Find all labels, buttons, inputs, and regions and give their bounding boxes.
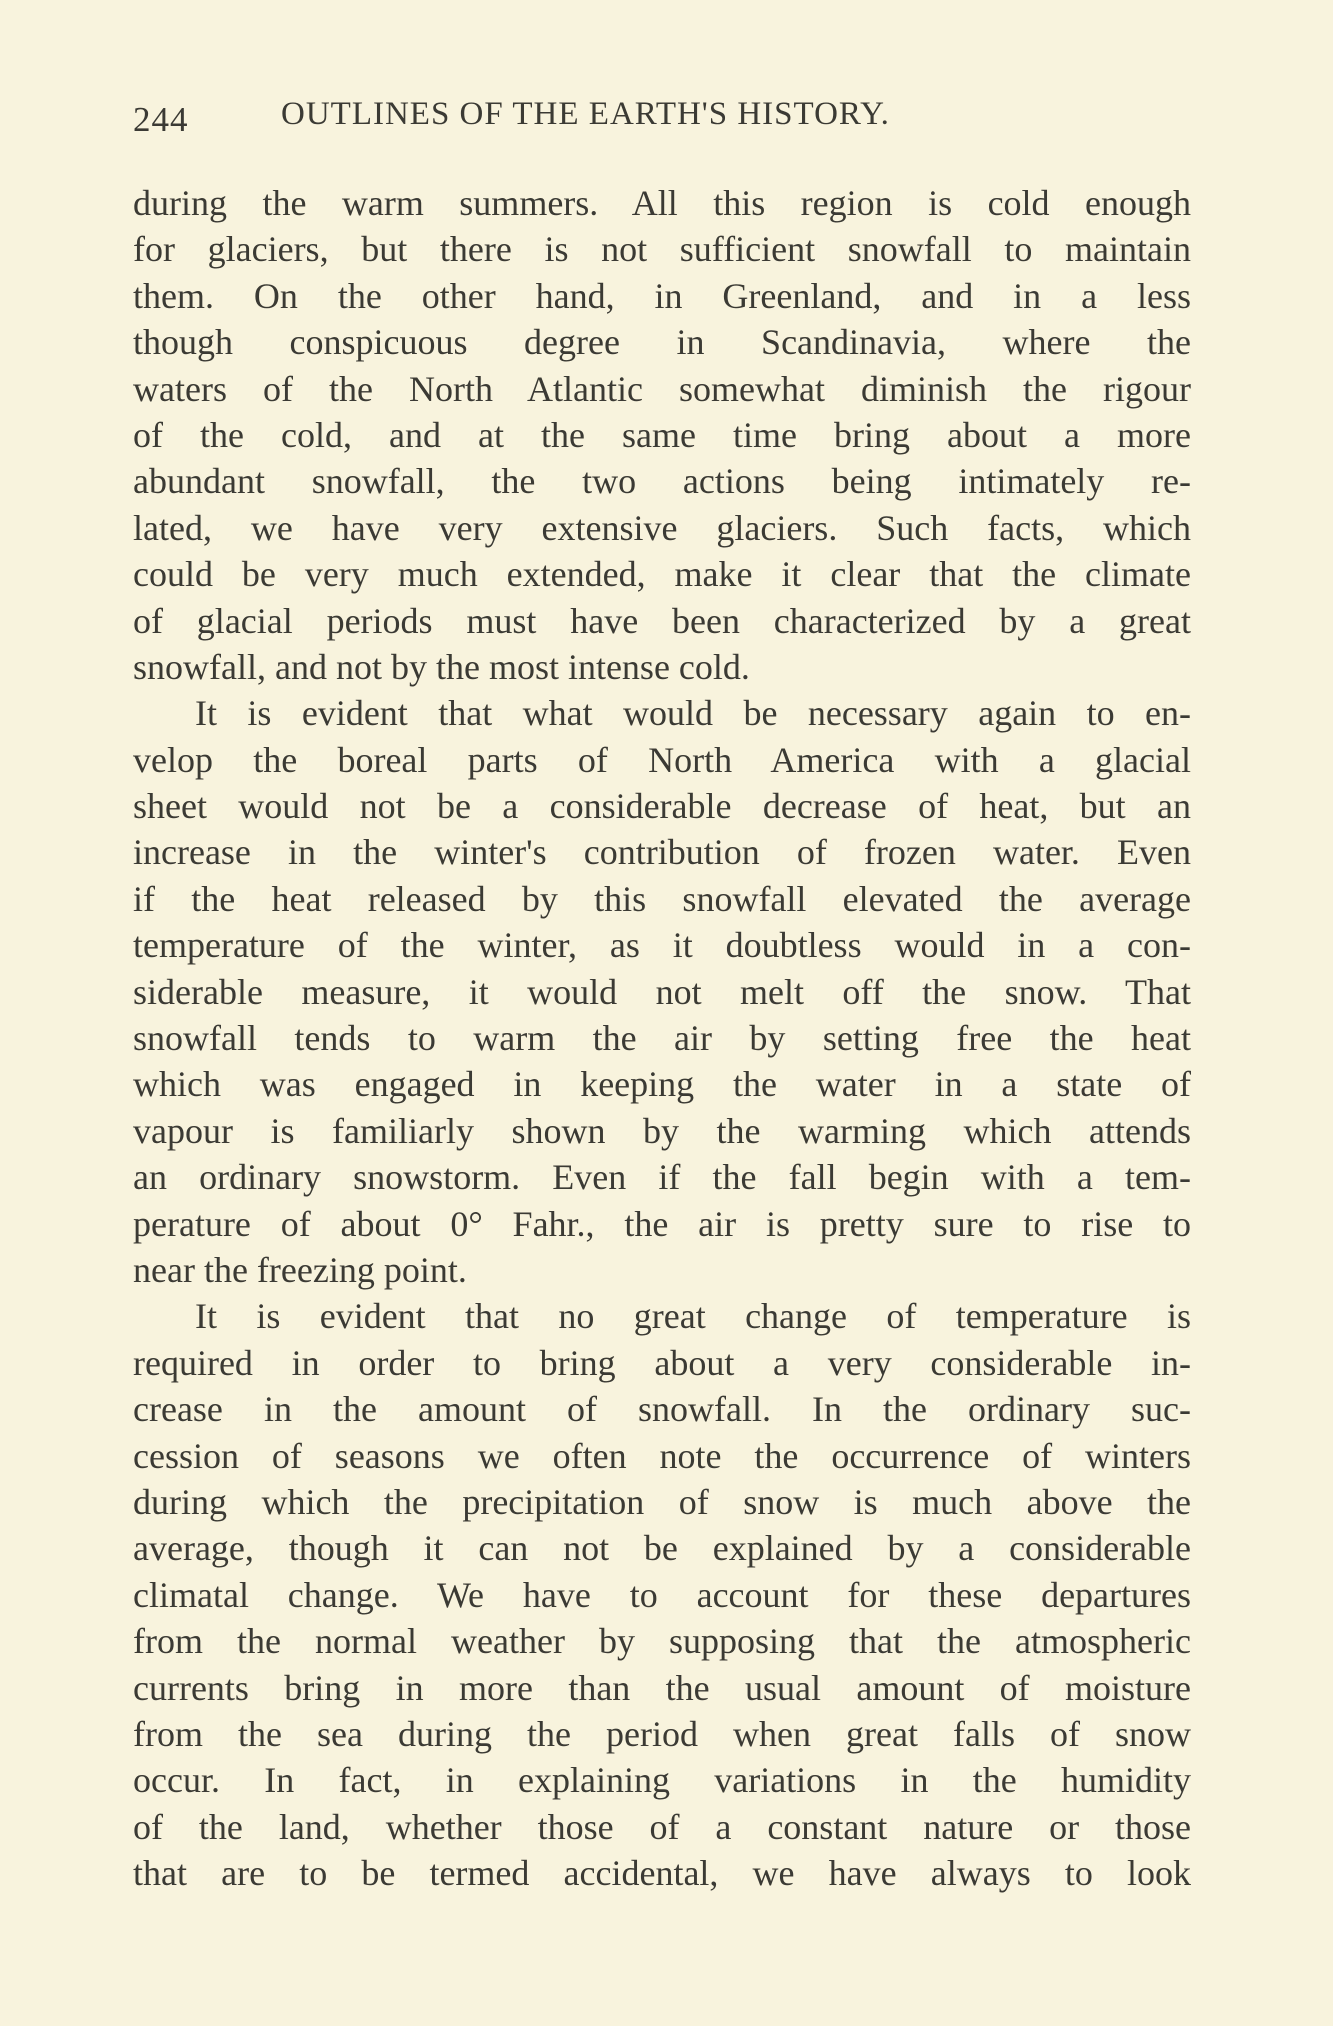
text-line: It is evident that what would be necessary again to en- — [195, 693, 1191, 734]
text-line: siderable measure, it would not melt off the snow. That — [133, 971, 1191, 1012]
text-line: currents bring in more than the usual amount of moisture — [133, 1667, 1191, 1708]
text-line: during the warm summers. All this region is cold enough — [133, 183, 1191, 223]
paragraph — [133, 1293, 1191, 1896]
text-line: that are to be termed accidental, we have always to look — [133, 1853, 1191, 1894]
text-line: vapour is familiarly shown by the warming which attends — [133, 1110, 1191, 1151]
text-line: cession of seasons we often note the occurrence of winters — [133, 1435, 1191, 1476]
text-line: waters of the North Atlantic somewhat diminish the rigour — [133, 368, 1191, 409]
text-line: velop the boreal parts of North America with a glacial — [133, 739, 1191, 780]
text-line: an ordinary snowstorm. Even if the fall begin with a tem- — [133, 1157, 1191, 1198]
text-line: if the heat released by this snowfall elevated the average — [133, 878, 1191, 919]
page-number: 244 — [133, 100, 189, 139]
text-line: of the land, whether those of a constant nature or those — [133, 1806, 1191, 1847]
text-line: near the freezing point. — [133, 1249, 467, 1290]
text-line: perature of about 0° Fahr., the air is pretty sure to rise to — [133, 1203, 1191, 1244]
text-line: for glaciers, but there is not sufficient snowfall to maintain — [133, 229, 1191, 270]
paragraph — [133, 690, 1191, 1293]
text-line: sheet would not be a considerable decrease of heat, but an — [133, 786, 1191, 827]
text-line: though conspicuous degree in Scandinavia, where the — [133, 322, 1191, 363]
text-line: snowfall, and not by the most intense cold. — [133, 646, 750, 687]
text-line: snowfall tends to warm the air by setting free the heat — [133, 1018, 1191, 1059]
text-line: which was engaged in keeping the water in a state of — [133, 1064, 1191, 1105]
text-line: lated, we have very extensive glaciers. Such facts, which — [133, 507, 1191, 548]
text-line: occur. In fact, in explaining variations in the humidity — [133, 1760, 1191, 1801]
text-line: climatal change. We have to account for these departures — [133, 1574, 1191, 1615]
text-line: during which the precipitation of snow is much above the — [133, 1481, 1191, 1522]
text-line: of the cold, and at the same time bring about a more — [133, 414, 1191, 455]
text-line: from the normal weather by supposing that the atmospheric — [133, 1621, 1191, 1662]
text-line: them. On the other hand, in Greenland, and in a less — [133, 275, 1191, 316]
text-line: abundant snowfall, the two actions being intimately re- — [133, 461, 1191, 502]
text-line: It is evident that no great change of temperature is — [195, 1296, 1191, 1337]
paragraph — [133, 180, 1191, 690]
text-line: average, though it can not be explained by a considerable — [133, 1528, 1191, 1569]
text-line: temperature of the winter, as it doubtless would in a con- — [133, 925, 1191, 966]
text-line: of glacial periods must have been characterized by a great — [133, 600, 1191, 641]
text-line: increase in the winter's contribution of frozen water. Even — [133, 832, 1191, 873]
running-title: OUTLINES OF THE EARTH'S HISTORY. — [281, 96, 890, 132]
text-line: could be very much extended, make it clear that the climate — [133, 554, 1191, 595]
text-line: required in order to bring about a very considerable in- — [133, 1342, 1191, 1383]
text-line: crease in the amount of snowfall. In the ordinary suc- — [133, 1389, 1191, 1430]
body-text — [133, 180, 1191, 1896]
text-line: from the sea during the period when great falls of snow — [133, 1713, 1191, 1754]
running-header — [133, 96, 1133, 140]
